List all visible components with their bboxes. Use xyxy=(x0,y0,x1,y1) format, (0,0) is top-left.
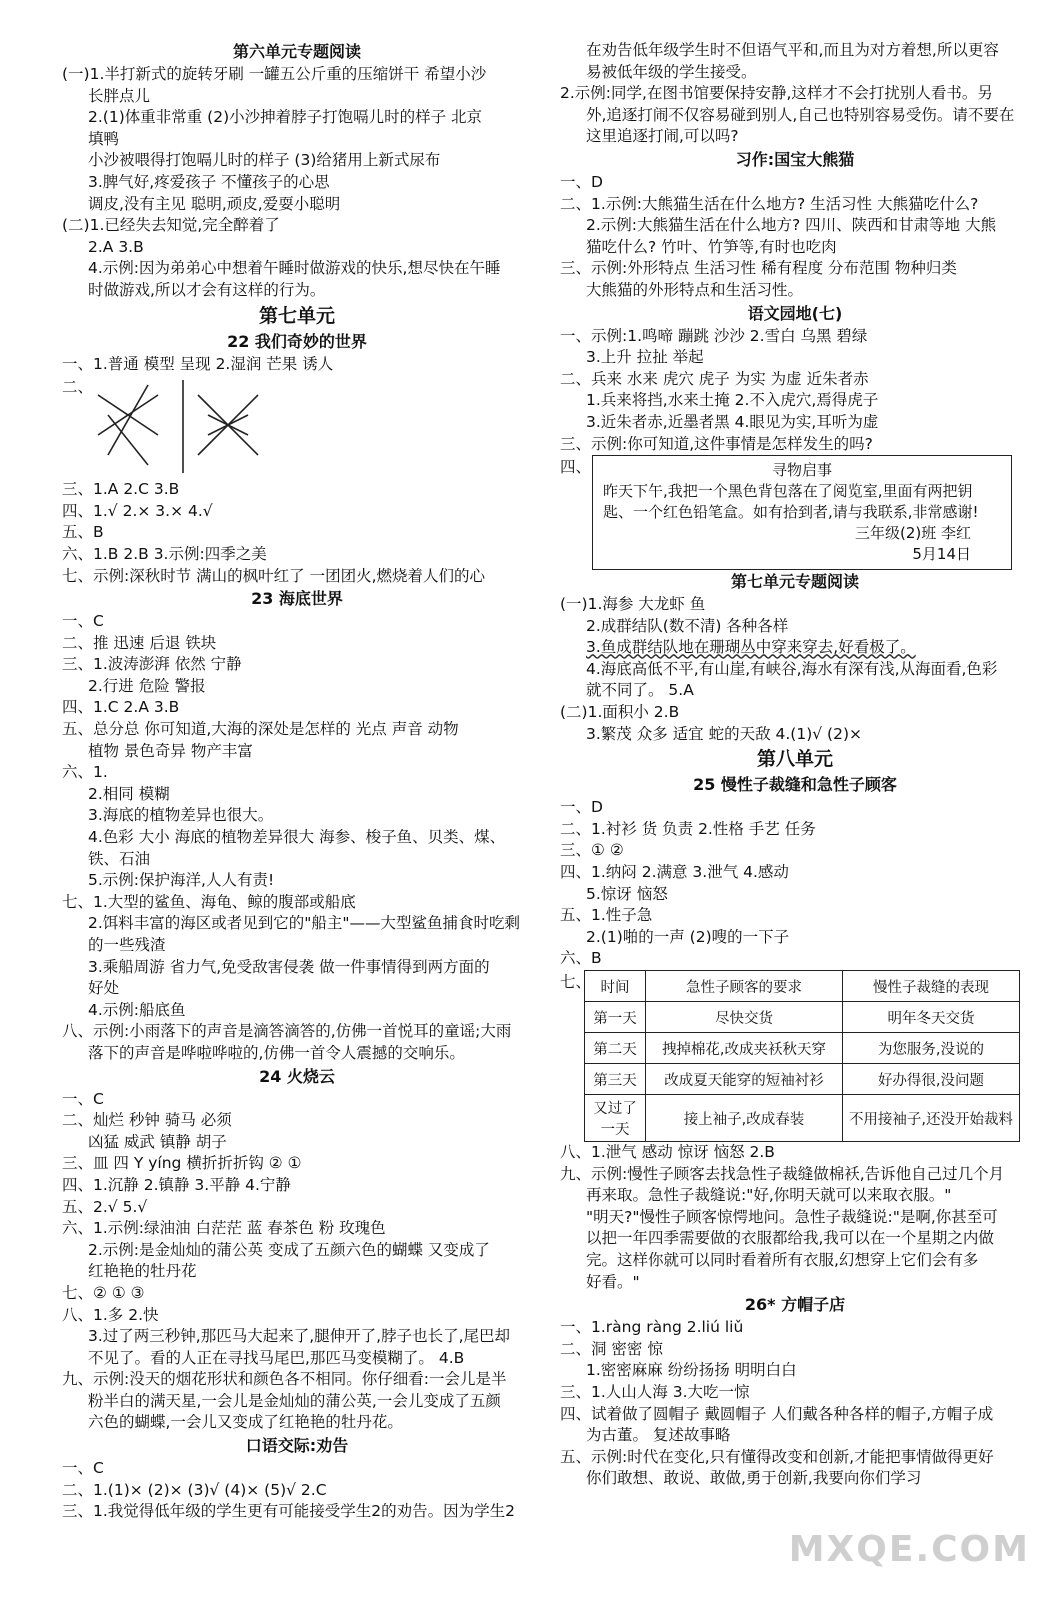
answer-line: 你们敢想、敢说、敢做,勇于创新,我要向你们学习 xyxy=(586,1469,922,1488)
section-heading: 24 火烧云 xyxy=(259,1066,335,1086)
answer-line: 5.示例:保护海洋,人人有责! xyxy=(88,871,275,890)
answer-line: 2.饵料丰富的海区或者见到它的"船主"——大型鲨鱼捕食时吃剩 xyxy=(88,914,521,933)
answer-line: 四、试着做了圆帽子 戴圆帽子 人们戴各种各样的帽子,方帽子成 xyxy=(560,1404,994,1423)
answer-line: 六、1.B 2.B 3.示例:四季之美 xyxy=(62,544,267,563)
answer-line: 就不同了。 5.A xyxy=(586,681,694,700)
answer-line: 4.示例:因为弟弟心中想着午睡时做游戏的快乐,想尽快在午睡 xyxy=(88,259,501,278)
question-label: 二、 xyxy=(62,378,94,397)
section-heading: 22 我们奇妙的世界 xyxy=(227,331,367,351)
answer-line: 一、D xyxy=(560,172,603,191)
answer-line: 好处 xyxy=(88,979,120,998)
notice-block xyxy=(560,455,1030,570)
answer-line: 为古董。 复述故事略 xyxy=(586,1426,731,1445)
answer-line: 二、推 迅速 后退 铁块 xyxy=(62,633,217,652)
answer-line: 五、总分总 你可知道,大海的深处是怎样的 光点 声音 动物 xyxy=(62,720,459,739)
answer-line: 二、1.(1)× (2)× (3)√ (4)× (5)√ 2.C xyxy=(62,1480,327,1499)
answer-line: 2.成群结队(数不清) 各种各样 xyxy=(586,616,789,635)
left-column xyxy=(62,40,532,1523)
answer-line: 铁、石油 xyxy=(88,849,151,868)
answer-table xyxy=(584,970,1020,1142)
answer-line: 完。这样你就可以同时看着所有衣服,幻想穿上它们会有多 xyxy=(586,1250,979,1269)
answer-line: 三、① ② xyxy=(560,841,624,860)
table-header-cell: 急性子顾客的要求 xyxy=(646,971,843,1002)
section-heading: 26* 方帽子店 xyxy=(744,1295,846,1315)
answer-line: 2.A 3.B xyxy=(88,237,144,256)
answer-line: 3.近朱者赤,近墨者黑 4.眼见为实,耳听为虚 xyxy=(586,412,879,431)
matching-lines xyxy=(88,375,278,475)
answer-line: 四、1.C 2.A 3.B xyxy=(62,698,180,717)
answer-line: 长胖点儿 xyxy=(88,86,151,105)
unit-heading: 第七单元 xyxy=(258,304,335,327)
table-row xyxy=(585,1033,1020,1064)
answer-line: 3.过了两三秒钟,那匹马大起来了,腿伸开了,脖子也长了,尾巴却 xyxy=(88,1327,510,1346)
notice-date: 5月14日 xyxy=(912,545,971,564)
answer-line: 九、示例:慢性子顾客去找急性子裁缝做棉袄,告诉他自己过几个月 xyxy=(560,1164,1005,1183)
answer-line: 四、1.√ 2.× 3.× 4.√ xyxy=(62,501,213,520)
answer-line: 三、1.A 2.C 3.B xyxy=(62,480,180,499)
table-block xyxy=(560,970,1030,1142)
answer-line: 二、兵来 水来 虎穴 虎子 为实 为虚 近朱者赤 xyxy=(560,369,869,388)
answer-line: 易被低年级的学生接受。 xyxy=(586,62,757,81)
answer-line: 2.示例:大熊猫生活在什么地方? 四川、陕西和甘肃等地 大熊 xyxy=(586,216,997,235)
table-cell: 第一天 xyxy=(585,1002,646,1033)
answer-line: 八、1.泄气 感动 惊讶 恼怒 2.B xyxy=(560,1143,775,1161)
answer-line: 外,追逐打闹不仅容易碰到别人,自己也特别容易受伤。请不要在 xyxy=(586,105,1015,124)
question-label: 七、 xyxy=(560,973,592,991)
answer-line: 好看。" xyxy=(586,1272,640,1291)
answer-line: 一、1.普通 模型 呈现 2.湿润 芒果 诱人 xyxy=(62,354,334,373)
answer-line: 五、2.√ 5.√ xyxy=(62,1197,148,1216)
match-line xyxy=(108,385,148,455)
answer-line: 填鸭 xyxy=(88,129,120,148)
table-header-cell: 时间 xyxy=(585,971,646,1002)
answer-line: (一)1.海参 大龙虾 鱼 xyxy=(560,595,706,614)
section-heading: 第六单元专题阅读 xyxy=(232,42,361,61)
answer-line: 三、1.波涛澎湃 依然 宁静 xyxy=(62,655,242,674)
answer-line: 3.脾气好,疼爱孩子 不懂孩子的心思 xyxy=(88,172,330,191)
answer-line: 1.密密麻麻 纷纷扬扬 明明白白 xyxy=(586,1361,797,1380)
answer-line: 三、皿 四 Y yíng 横折折折钩 ② ① xyxy=(62,1154,302,1173)
table-cell: 接上袖子,改成春装 xyxy=(646,1095,843,1142)
answer-line: 2.(1)体重非常重 (2)小沙抻着脖子打饱嗝儿时的样子 北京 xyxy=(88,108,483,127)
match-line xyxy=(108,415,148,465)
answer-line: 调皮,没有主见 聪明,顽皮,爱耍小聪明 xyxy=(88,194,341,213)
answer-line: 不见了。看的人正在寻找马尾巴,那匹马变模糊了。 4.B xyxy=(88,1348,465,1367)
notice-body: 昨天下午,我把一个黑色背包落在了阅览室,里面有两把钥匙、一个红色铅笔盒。如有拾到者,请与我联系,非常感谢! xyxy=(603,482,979,522)
right-column xyxy=(560,40,1030,1490)
answer-line: 在劝告低年级学生时不但语气平和,而且为对方着想,所以更容 xyxy=(586,41,999,59)
answer-line: 五、1.性子急 xyxy=(560,906,653,925)
table-cell: 第二天 xyxy=(585,1033,646,1064)
lost-item-notice xyxy=(592,455,1012,570)
table-cell: 好办得很,没问题 xyxy=(843,1064,1020,1095)
answer-line: 以把一年四季需要做的衣服都给我,我可以在一个星期之内做 xyxy=(586,1229,994,1248)
table-cell: 又过了一天 xyxy=(585,1095,646,1142)
answer-line: 七、示例:深秋时节 满山的枫叶红了 一团团火,燃烧着人们的心 xyxy=(62,566,486,585)
table-cell: 明年冬天交货 xyxy=(843,1002,1020,1033)
answer-line: 五、B xyxy=(62,523,104,542)
answer-line: 二、洞 密密 惊 xyxy=(560,1339,663,1358)
answer-line: 五、示例:时代在变化,只有懂得改变和创新,才能把事情做得更好 xyxy=(560,1447,994,1466)
question-label: 四、 xyxy=(560,458,592,477)
answer-line: 三、1.人山人海 3.大吃一惊 xyxy=(560,1382,750,1401)
answer-line: 一、D xyxy=(560,798,603,817)
answer-line: 二、1.示例:大熊猫生活在什么地方? 生活习性 大熊猫吃什么? xyxy=(560,194,979,213)
answer-line: 一、C xyxy=(62,612,104,631)
answer-line: 七、② ① ③ xyxy=(62,1283,145,1302)
answer-line: 三、1.我觉得低年级的学生更有可能接受学生2的劝告。因为学生2 xyxy=(62,1502,516,1521)
answer-line: 一、C xyxy=(62,1089,104,1108)
answer-line: 2.行进 危险 警报 xyxy=(88,676,206,695)
answer-line: 2.(1)啪的一声 (2)嗖的一下子 xyxy=(586,927,790,946)
answer-line: 4.海底高低不平,有山崖,有峡谷,海水有深有浅,从海面看,色彩 xyxy=(586,659,998,678)
table-cell: 不用接袖子,还没开始裁料 xyxy=(843,1095,1020,1142)
answer-line: 九、示例:没天的烟花形状和颜色各不相同。你仔细看:一会儿是半 xyxy=(62,1370,507,1389)
table-row xyxy=(585,1002,1020,1033)
answer-line: 1.兵来将挡,水来土掩 2.不入虎穴,焉得虎子 xyxy=(586,391,879,410)
section-heading: 口语交际:劝告 xyxy=(245,1436,349,1456)
notice-title: 寻物启事 xyxy=(771,461,832,480)
unit-heading: 第八单元 xyxy=(756,748,833,771)
section-heading: 23 海底世界 xyxy=(251,589,343,609)
table-row xyxy=(585,1095,1020,1142)
answer-line: 植物 景色奇异 物产丰富 xyxy=(88,741,253,760)
answer-line: 一、示例:1.鸣啼 蹦跳 沙沙 2.雪白 乌黑 碧绿 xyxy=(560,326,868,345)
table-cell: 第三天 xyxy=(585,1064,646,1095)
answer-line: 一、1.ràng ràng 2.liú liǔ xyxy=(560,1318,744,1337)
table-cell: 拽掉棉花,改成夹袄秋天穿 xyxy=(646,1033,843,1064)
answer-line: 三、示例:你可知道,这件事情是怎样发生的吗? xyxy=(560,434,873,453)
answer-line: 4.色彩 大小 海底的植物差异很大 海参、梭子鱼、贝类、煤、 xyxy=(88,828,506,847)
answer-line: (二)1.面积小 2.B xyxy=(560,703,680,722)
answer-line: 2.示例:同学,在图书馆要保持安静,这样才不会打扰别人看书。另 xyxy=(560,84,993,103)
section-heading: 第七单元专题阅读 xyxy=(730,572,859,592)
answer-line: 再来取。急性子裁缝说:"好,你明天就可以来取衣服。" xyxy=(586,1186,952,1205)
section-heading: 语文园地(七) xyxy=(747,303,843,323)
matching-lines-figure xyxy=(62,375,532,479)
answer-line: 小沙被喂得打饱嗝儿时的样子 (3)给猪用上新式尿布 xyxy=(88,151,441,170)
answer-line: 3.繁茂 众多 适宜 蛇的天敌 4.(1)√ (2)× xyxy=(586,724,862,743)
section-heading: 25 慢性子裁缝和急性子顾客 xyxy=(693,775,897,795)
answer-line: 3.上升 拉扯 举起 xyxy=(586,348,704,367)
table-cell: 改成夏天能穿的短袖衬衫 xyxy=(646,1064,843,1095)
section-heading: 习作:国宝大熊猫 xyxy=(735,149,855,169)
answer-line: 四、1.纳闷 2.满意 3.泄气 4.感动 xyxy=(560,863,789,882)
answer-line: 六色的蝴蝶,一会儿又变成了红艳艳的牡丹花。 xyxy=(88,1413,403,1432)
answer-line: 八、1.多 2.快 xyxy=(62,1305,159,1324)
answer-line: 3.海底的植物差异也很大。 xyxy=(88,806,274,825)
answer-line: (二)1.已经失去知觉,完全醉着了 xyxy=(62,216,280,235)
answer-line: 的一些残渣 xyxy=(88,936,166,954)
table-header-cell: 慢性子裁缝的表现 xyxy=(843,971,1020,1002)
answer-line: 三、示例:外形特点 生活习性 稀有程度 分布范围 物种归类 xyxy=(560,259,957,278)
answer-line: 2.示例:是金灿灿的蒲公英 变成了五颜六色的蝴蝶 又变成了 xyxy=(88,1240,490,1259)
answer-line: 七、1.大型的鲨鱼、海龟、鲸的腹部或船底 xyxy=(62,892,356,911)
answer-line: 二、灿烂 秒钟 骑马 必须 xyxy=(62,1111,232,1130)
answer-line: 六、B xyxy=(560,949,602,968)
answer-line: 4.示例:船底鱼 xyxy=(88,1000,186,1019)
answer-line: 四、1.沉静 2.镇静 3.平静 4.宁静 xyxy=(62,1175,291,1194)
answer-line: 猫吃什么? 竹叶、竹笋等,有时也吃肉 xyxy=(586,237,837,256)
answer-line: 一、C xyxy=(62,1459,104,1478)
answer-line: 粉半白的满天星,一会儿是金灿灿的蒲公英,一会儿变成了五颜 xyxy=(88,1391,501,1410)
answer-line: 凶猛 威武 镇静 胡子 xyxy=(88,1132,227,1151)
answer-line: 六、1.示例:绿油油 白茫茫 蓝 春茶色 粉 玫瑰色 xyxy=(62,1219,386,1238)
answer-line: 这里追逐打闹,可以吗? xyxy=(586,127,739,146)
answer-line: 3.乘船周游 省力气,免受敌害侵袭 做一件事情得到两方面的 xyxy=(88,957,490,976)
watermark: MXQE.COM xyxy=(788,1529,1030,1570)
answer-line: 红艳艳的牡丹花 xyxy=(88,1262,197,1281)
table-cell: 尽快交货 xyxy=(646,1002,843,1033)
answer-line: 六、1. xyxy=(62,763,108,782)
answer-line: 时做游戏,所以才会有这样的行为。 xyxy=(88,280,326,299)
answer-line: 八、示例:小雨落下的声音是滴答滴答的,仿佛一首悦耳的童谣;大雨 xyxy=(62,1022,512,1041)
answer-line: 二、1.衬衫 货 负责 2.性格 手艺 任务 xyxy=(560,819,816,838)
table-row xyxy=(585,1064,1020,1095)
table-cell: 为您服务,没说的 xyxy=(843,1033,1020,1064)
answer-line: 落下的声音是哗啦哗啦的,仿佛一首令人震撼的交响乐。 xyxy=(88,1043,465,1062)
answer-line: (一)1.半打新式的旋转牙刷 一罐五公斤重的压缩饼干 希望小沙 xyxy=(62,65,487,83)
answer-line: 大熊猫的外形特点和生活习性。 xyxy=(586,280,804,299)
answer-line: 5.惊讶 恼怒 xyxy=(586,884,668,903)
answer-line: "明天?"慢性子顾客惊愕地问。急性子裁缝说:"是啊,你甚至可 xyxy=(586,1207,998,1226)
answer-line: 3.鱼成群结队地在珊瑚丛中穿来穿去,好看极了。 xyxy=(586,638,916,657)
notice-signature: 三年级(2)班 李红 xyxy=(854,524,971,543)
answer-line: 2.相同 模糊 xyxy=(88,784,170,803)
